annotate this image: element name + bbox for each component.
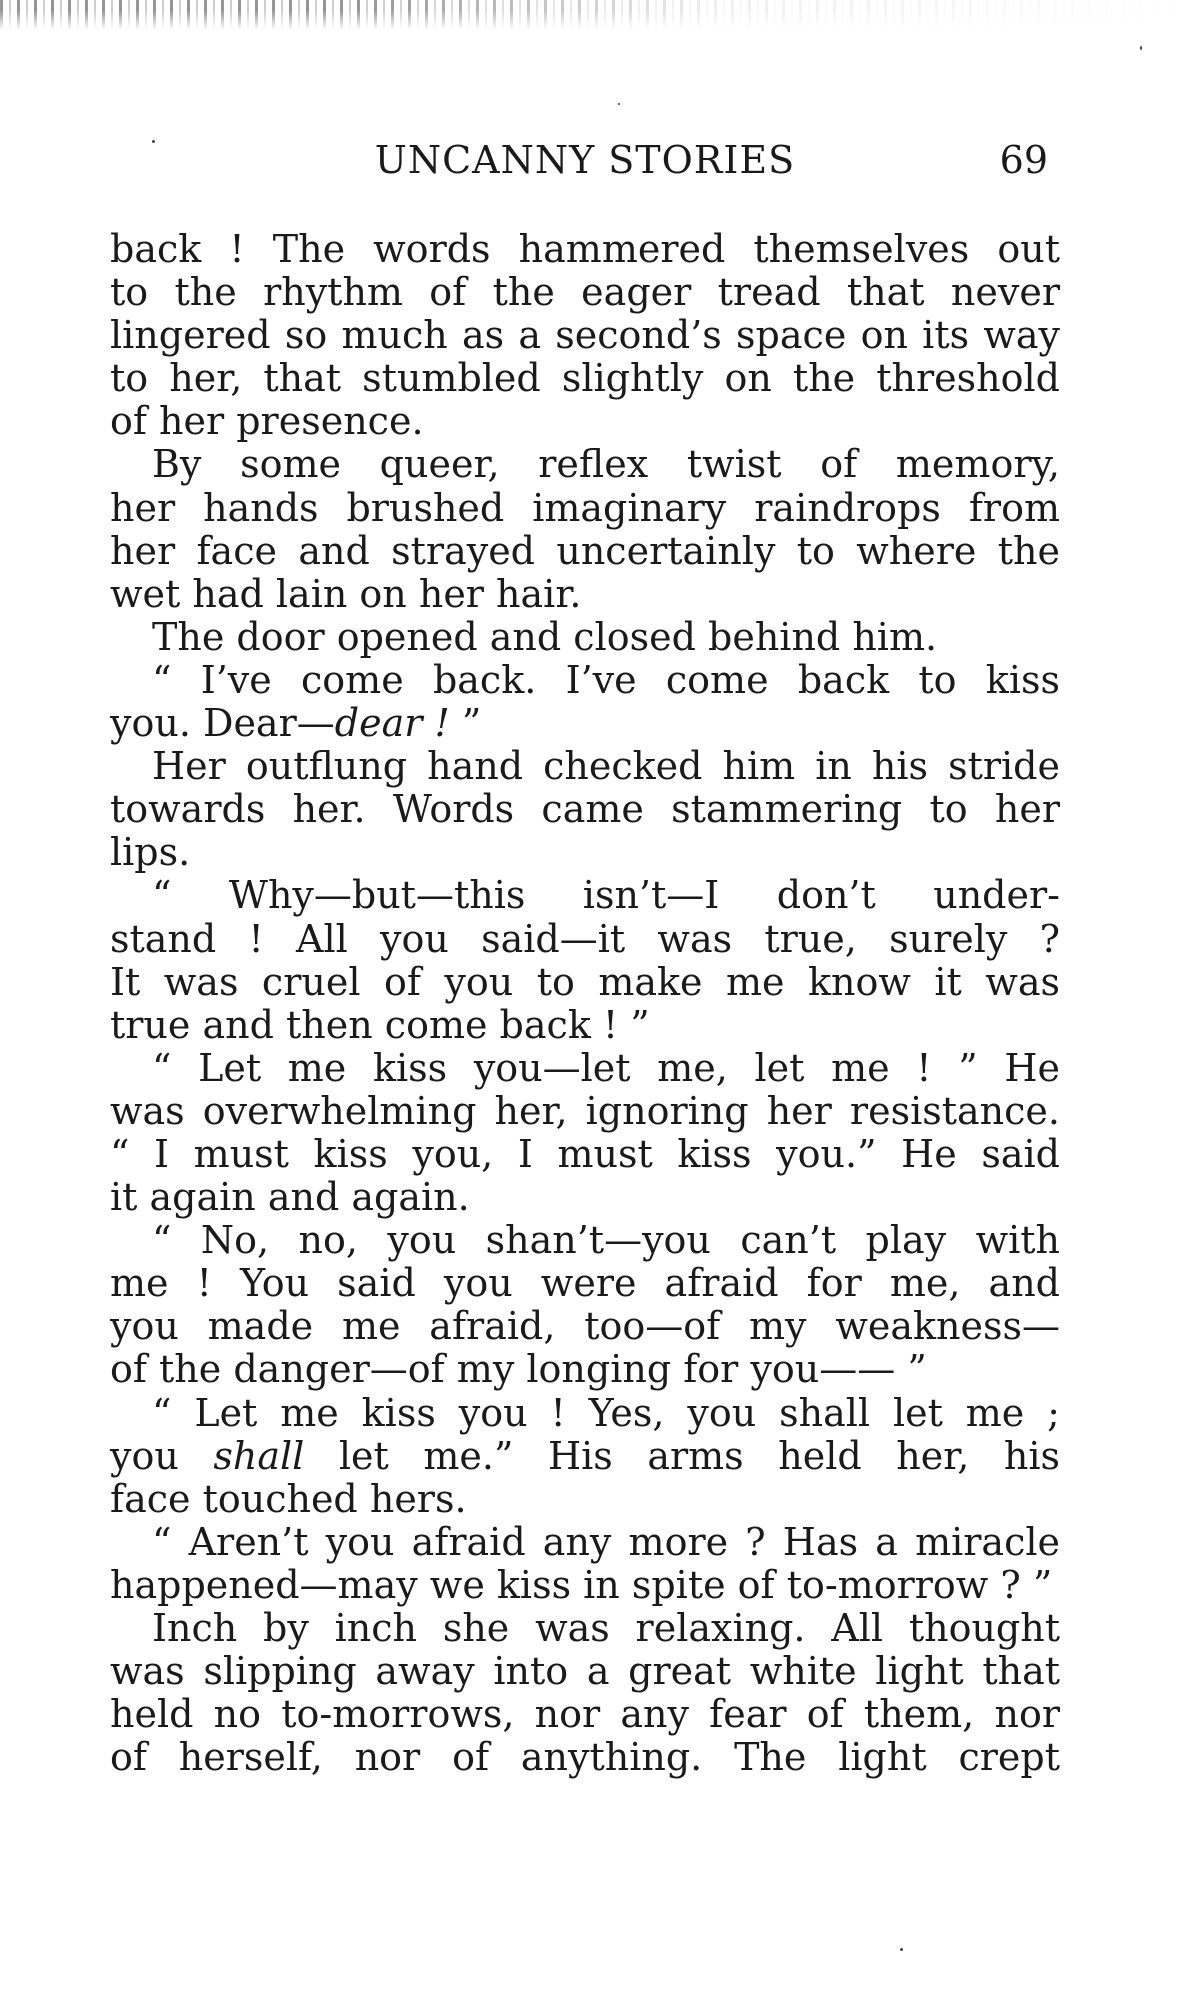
text-line <box>110 1607 1060 1650</box>
text-line-content: By some queer, reflex twist of memory, <box>152 442 1060 487</box>
text-line-content: “ Aren’t you afraid any more ? Has a miracle <box>152 1519 1060 1564</box>
text-line-content: “ No, no, you shan’t—you can’t play with <box>152 1218 1060 1263</box>
scan-speck <box>900 1948 903 1951</box>
text-line-content: held no to-morrows, nor any fear of them, nor <box>110 1692 1060 1737</box>
text-line-content: of herself, nor of anything. The light crept <box>110 1735 1060 1780</box>
text-line-content: happened—may we kiss in spite of to-morrow ? ” <box>110 1562 1053 1607</box>
text-line <box>110 1219 1060 1262</box>
text-line <box>110 1004 1060 1047</box>
text-line-content: back ! The words hammered themselves out <box>110 227 1060 271</box>
text-line <box>110 1693 1060 1736</box>
running-head-title: UNCANNY STORIES <box>374 138 796 182</box>
text-line-content: “ Why—but—this isn’t—I don’t under- <box>152 873 1060 918</box>
text-line-content: me ! You said you were afraid for me, and <box>110 1261 1060 1306</box>
text-line-content: you <box>110 1433 214 1478</box>
text-line-content: Her outflung hand checked him in his stride <box>152 744 1060 789</box>
text-line <box>110 1392 1060 1435</box>
text-line <box>110 1176 1060 1219</box>
text-line-content: was overwhelming her, ignoring her resistance. <box>110 1088 1060 1133</box>
text-line <box>110 1348 1060 1391</box>
text-line <box>110 1736 1060 1779</box>
text-line-content: “ Let me kiss you ! Yes, you shall let me ; <box>152 1390 1060 1435</box>
scan-speck <box>1140 46 1142 50</box>
text-line <box>110 961 1060 1004</box>
text-line <box>110 1478 1060 1521</box>
text-line <box>110 1435 1060 1478</box>
text-line <box>110 487 1060 530</box>
text-line-content: “ Let me kiss you—let me, let me ! ” He <box>152 1045 1060 1090</box>
text-line <box>110 831 1060 874</box>
text-line <box>110 271 1060 314</box>
text-line-content: The door opened and closed behind him. <box>152 614 938 659</box>
text-line-content: true and then come back ! ” <box>110 1002 650 1047</box>
text-line <box>110 530 1060 573</box>
text-line-content: lingered so much as a second’s space on its way <box>110 313 1060 358</box>
text-line <box>110 573 1060 616</box>
text-line-content: of the danger—of my longing for you—— ” <box>110 1347 927 1392</box>
text-line <box>110 400 1060 443</box>
text-line <box>110 314 1060 357</box>
scan-artifact-fade <box>0 0 1189 30</box>
text-line <box>110 745 1060 788</box>
text-line <box>110 874 1060 917</box>
text-line-content: of her presence. <box>110 399 424 444</box>
text-line <box>110 1047 1060 1090</box>
text-line <box>110 1133 1060 1176</box>
text-line-content: lips. <box>110 830 191 875</box>
text-line <box>110 1262 1060 1305</box>
text-line <box>110 357 1060 400</box>
text-line-content: was slipping away into a great white light that <box>110 1649 1060 1694</box>
text-line <box>110 659 1060 702</box>
text-line-content: face touched hers. <box>110 1476 467 1521</box>
text-line-content: to her, that stumbled slightly on the threshold <box>110 356 1060 401</box>
text-line-content: It was cruel of you to make me know it was <box>110 959 1060 1004</box>
text-line-content: her hands brushed imaginary raindrops from <box>110 485 1060 530</box>
text-line-content: it again and again. <box>110 1175 470 1220</box>
text-line-tail: let me.” His arms held her, his <box>304 1433 1060 1478</box>
text-line-content: her face and strayed uncertainly to where the <box>110 528 1060 573</box>
text-line <box>110 1305 1060 1348</box>
text-line-content: you made me afraid, too—of my weakness— <box>110 1304 1060 1349</box>
text-line-tail: ” <box>449 701 482 746</box>
text-line <box>110 1521 1060 1564</box>
body-text <box>110 228 1060 1779</box>
text-line-italic: shall <box>213 1433 305 1478</box>
text-line-content: to the rhythm of the eager tread that never <box>110 270 1060 315</box>
text-line-content: stand ! All you said—it was true, surely ? <box>110 916 1060 961</box>
running-head <box>110 138 1060 190</box>
text-line-content: “ I must kiss you, I must kiss you.” He said <box>110 1131 1060 1176</box>
text-line <box>110 616 1060 659</box>
text-line-content: “ I’ve come back. I’ve come back to kiss <box>152 657 1060 702</box>
text-line-italic: dear ! <box>334 701 450 746</box>
text-line <box>110 1650 1060 1693</box>
scan-speck <box>618 103 620 105</box>
text-line <box>110 788 1060 831</box>
text-line-content: you. Dear— <box>110 701 335 746</box>
text-line <box>110 1090 1060 1133</box>
text-line <box>110 443 1060 486</box>
text-line <box>110 702 1060 745</box>
text-line <box>110 228 1060 271</box>
text-line <box>110 918 1060 961</box>
text-line-content: towards her. Words came stammering to her <box>110 787 1060 832</box>
text-line-content: Inch by inch she was relaxing. All thought <box>152 1606 1060 1650</box>
text-line <box>110 1564 1060 1607</box>
text-line-content: wet had lain on her hair. <box>110 571 582 616</box>
page-number: 69 <box>999 138 1048 182</box>
